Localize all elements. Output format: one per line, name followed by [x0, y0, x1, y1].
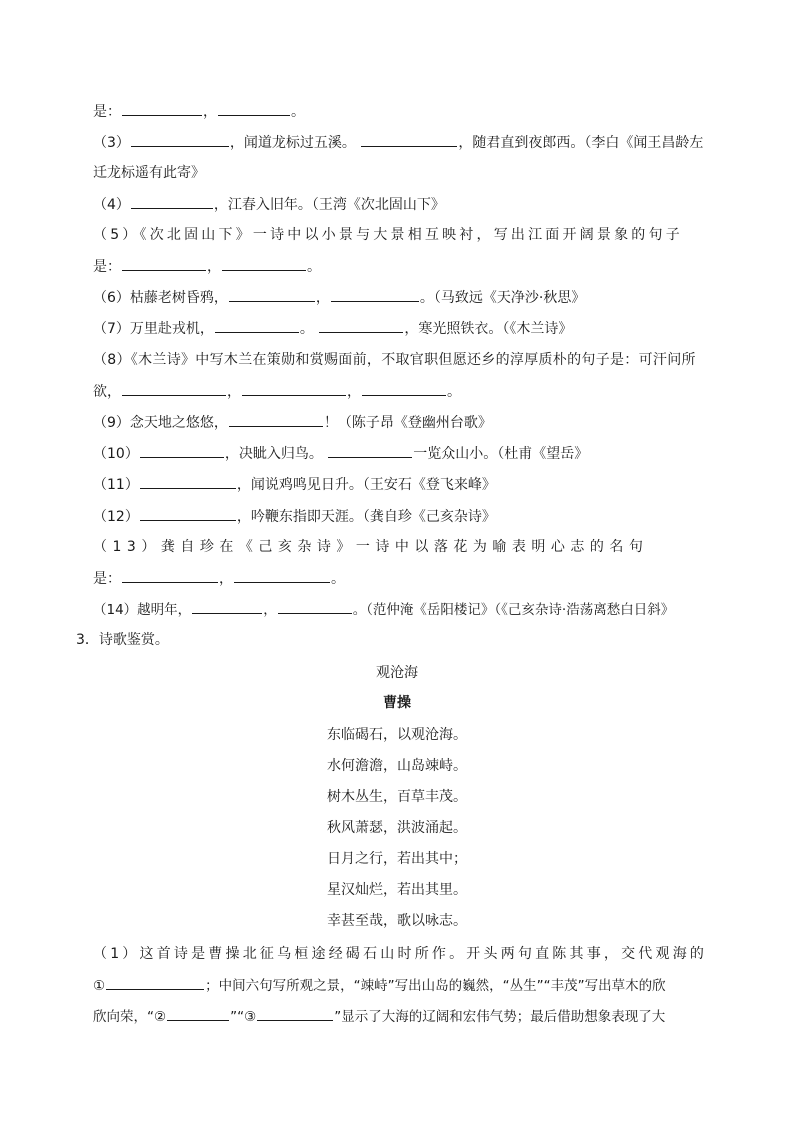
analysis-line-1 — [93, 944, 707, 964]
poem-line: 树木丛生，百草丰茂。 — [327, 789, 467, 805]
circle-number: ② — [154, 1009, 167, 1025]
question-3-label: 3．诗歌鉴赏。 — [76, 632, 169, 648]
fill-line-3-cont — [93, 163, 205, 183]
separator: ， — [207, 259, 221, 275]
answer-blank[interactable] — [229, 412, 323, 427]
line-text: （13）龚自珍在《己亥杂诗》一诗中以落花为喻表明心志的名句 — [93, 539, 649, 555]
line-text: ，寒光照铁衣。（《木兰诗》 — [404, 321, 573, 337]
answer-blank[interactable] — [122, 381, 226, 396]
answer-blank[interactable] — [140, 443, 224, 458]
item-number: （4） — [93, 197, 130, 213]
fill-line-12 — [93, 506, 496, 527]
line-text: 。（范仲淹《岳阳楼记》（《己亥杂诗·浩荡离愁白日斜》 — [352, 602, 675, 618]
fill-line-3 — [93, 132, 703, 153]
answer-blank[interactable] — [257, 1006, 333, 1021]
answer-blank[interactable] — [131, 132, 229, 147]
answer-blank[interactable] — [319, 318, 403, 333]
separator: 。 — [447, 384, 461, 400]
answer-blank[interactable] — [361, 132, 457, 147]
item-number: （12） — [93, 509, 139, 525]
answer-blank[interactable] — [167, 1006, 229, 1021]
answer-blank[interactable] — [331, 287, 419, 302]
answer-blank[interactable] — [131, 194, 213, 209]
line-text: （8）《木兰诗》中写木兰在策勋和赏赐面前，不取官职但愿还乡的淳厚质朴的句子是：可汗问所 — [93, 352, 696, 368]
separator: ， — [203, 104, 217, 120]
separator: 。 — [307, 259, 321, 275]
separator: ， — [315, 290, 330, 306]
poem-title: 观沧海 — [376, 665, 418, 681]
answer-blank[interactable] — [140, 474, 236, 489]
line-text: ”显示了大海的辽阔和宏伟气势；最后借助想象表现了大 — [334, 1009, 666, 1025]
poem-line: 幸甚至哉，歌以咏志。 — [327, 913, 467, 929]
item-number: （3） — [93, 135, 130, 151]
answer-blank[interactable] — [278, 599, 352, 614]
separator: 。 — [299, 321, 314, 337]
answer-blank[interactable] — [328, 443, 412, 458]
line-text: ；中间六句写所观之景，“竦峙”写出山岛的巍然，“丛生”“丰茂”写出草木的欣 — [205, 978, 666, 994]
line-prefix: 是： — [93, 571, 121, 587]
line-text: ”“ — [230, 1009, 245, 1025]
answer-blank[interactable] — [242, 381, 346, 396]
fill-line-13-answer — [93, 568, 345, 589]
answer-blank[interactable] — [222, 256, 306, 271]
line-text: 欣向荣，“ — [93, 1009, 154, 1025]
answer-blank[interactable] — [192, 599, 262, 614]
item-number: （7）万里赴戎机， — [93, 321, 214, 337]
fill-line-8 — [93, 350, 696, 370]
circle-number: ③ — [244, 1009, 257, 1025]
line-text: ，决眦入归鸟。 — [224, 446, 323, 462]
line-text: ，闻道龙标过五溪。 — [229, 135, 356, 151]
separator: ， — [263, 602, 277, 618]
line-text: ，随君直到夜郎西。（李白《闻王昌龄左 — [458, 135, 704, 151]
poem-line: 水何澹澹，山岛竦峙。 — [327, 758, 467, 774]
answer-blank[interactable] — [218, 101, 290, 116]
answer-blank[interactable] — [215, 318, 299, 333]
line-text: 一览众山小。（杜甫《望岳》 — [413, 446, 589, 462]
fill-line-8-answer — [93, 381, 461, 402]
line-prefix: 欲， — [93, 384, 121, 400]
answer-blank[interactable] — [229, 287, 315, 302]
separator: ， — [227, 384, 241, 400]
line-text: ！（陈子昂《登幽州台歌》 — [323, 415, 492, 431]
answer-blank[interactable] — [122, 256, 206, 271]
item-number: （6）枯藤老树昏鸦， — [93, 290, 228, 306]
item-number: （9）念天地之悠悠， — [93, 415, 228, 431]
line-prefix: 是： — [93, 259, 121, 275]
separator: ， — [219, 571, 233, 587]
fill-line-5-answer — [93, 256, 321, 277]
item-number: （11） — [93, 477, 139, 493]
poem-line: 星汉灿烂，若出其里。 — [327, 882, 467, 898]
line-prefix: 是： — [93, 104, 121, 120]
fill-line-9 — [93, 412, 492, 433]
line-text: （5）《次北固山下》一诗中以小景与大景相互映衬，写出江面开阔景象的句子 — [93, 227, 683, 243]
line-text: ，江春入旧年。（王湾《次北固山下》 — [213, 197, 445, 213]
separator: ， — [347, 384, 361, 400]
circle-number: ① — [93, 978, 106, 994]
poem-line: 秋风萧瑟，洪波涌起。 — [327, 820, 467, 836]
fill-line-14 — [93, 599, 674, 620]
fill-line-7 — [93, 318, 572, 339]
poem-author: 曹操 — [383, 695, 411, 711]
poem-line: 日月之行，若出其中； — [327, 851, 467, 867]
fill-line-10 — [93, 443, 588, 464]
separator: 。 — [331, 571, 345, 587]
item-number: （14）越明年， — [93, 602, 192, 618]
answer-blank[interactable] — [122, 568, 218, 583]
line-text: ，闻说鸡鸣见日升。（王安石《登飞来峰》 — [236, 477, 496, 493]
item-number: （10） — [93, 446, 139, 462]
answer-blank[interactable] — [106, 975, 204, 990]
line-text: ，吟鞭东指即天涯。（龚自珍《己亥杂诗》 — [236, 509, 496, 525]
fill-line-1 — [93, 101, 305, 122]
answer-blank[interactable] — [234, 568, 330, 583]
line-text: （1）这首诗是曹操北征乌桓途经碣石山时所作。开头两句直陈其事，交代观海的 — [93, 946, 708, 962]
separator: 。 — [291, 104, 305, 120]
answer-blank[interactable] — [140, 506, 236, 521]
fill-line-6 — [93, 287, 585, 308]
fill-line-13 — [93, 537, 648, 557]
fill-line-11 — [93, 474, 496, 495]
fill-line-4 — [93, 194, 445, 215]
line-text: 迁龙标遥有此寄》 — [93, 165, 205, 181]
analysis-line-2 — [93, 975, 666, 996]
fill-line-5 — [93, 225, 683, 245]
poem-line: 东临碣石，以观沧海。 — [327, 727, 467, 743]
answer-blank[interactable] — [122, 101, 202, 116]
line-text: 。（马致远《天净沙·秋思》 — [419, 290, 586, 306]
answer-blank[interactable] — [362, 381, 446, 396]
analysis-line-3 — [93, 1006, 665, 1027]
